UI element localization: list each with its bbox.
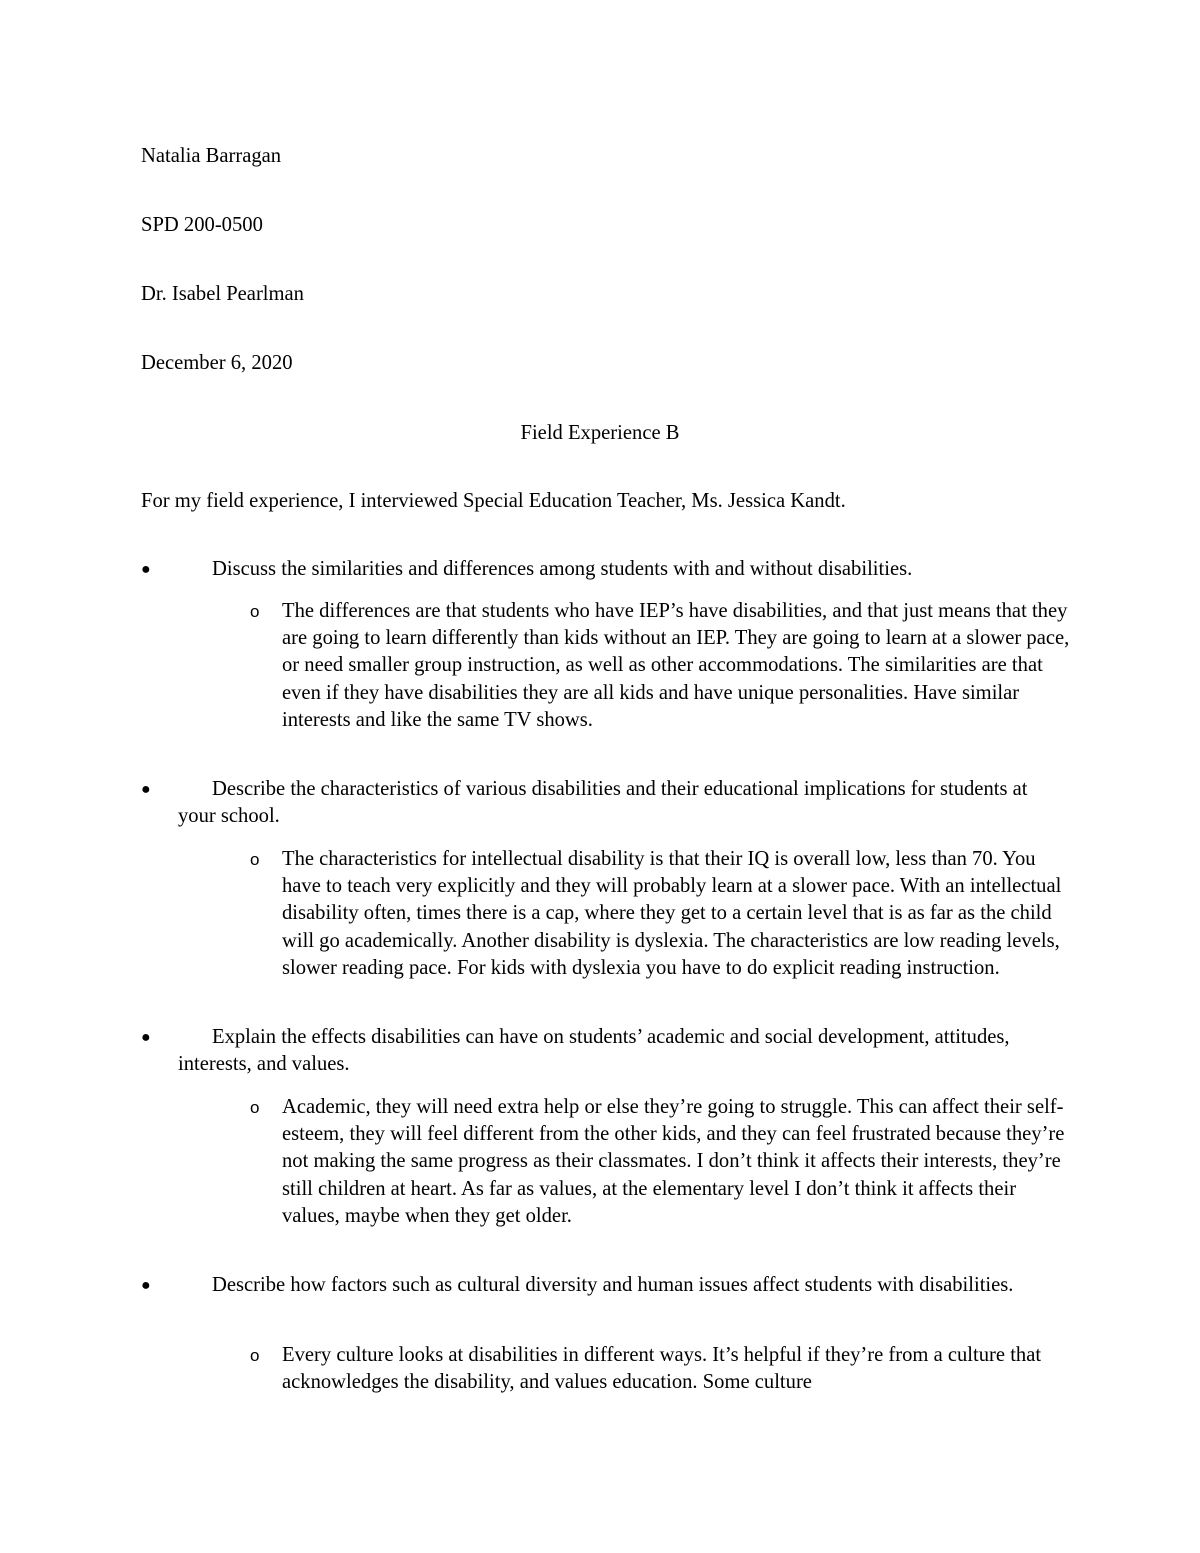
bullet-icon: ● [141,1277,151,1294]
sub-bullet-icon: o [250,602,260,621]
question-item [141,776,1061,830]
bullet-icon: ● [141,781,151,798]
question-text: Describe how factors such as cultural diversity and human issues affect students with disabilities. [212,1274,1014,1296]
sub-bullet-icon: o [250,850,260,869]
instructor-name: Dr. Isabel Pearlman [141,283,304,305]
sub-bullet-icon: o [250,1346,260,1365]
document-title: Field Experience B [520,422,680,444]
question-item [141,1272,1061,1299]
sub-bullet-icon: o [250,1098,260,1117]
intro-paragraph: For my field experience, I interviewed Special Education Teacher, Ms. Jessica Kandt. [141,490,846,512]
question-text: Explain the effects disabilities can have on students’ academic and social development, attitudes, interests, and values. [178,1026,1010,1075]
question-text: Discuss the similarities and differences among students with and without disabilities. [212,558,913,580]
question-text: Describe the characteristics of various disabilities and their educational implications for students at your school. [178,778,1028,827]
author-name: Natalia Barragan [141,145,282,167]
answer-text: The characteristics for intellectual disability is that their IQ is overall low, less than 70. You have to teach very explicitly and they will probably learn at a slower pace. With an intellectual disability often, times there is a cap, where they get to a certain level that is as far as the child will go academically. Another disability is dyslexia. The characteristics are low reading levels, slower reading pace. For kids with dyslexia you have to do explicit reading instruction. [282,848,1062,979]
course-code: SPD 200-0500 [141,214,263,236]
answer-item [250,598,1070,734]
answer-text: The differences are that students who have IEP’s have disabilities, and that just means that they are going to learn differently than kids without an IEP. They are going to learn at a slower pace, or need smaller group instruction, as well as other accommodations. The similarities are that even if they have disabilities they are all kids and have unique personalities. Have similar interests and like the same TV shows. [282,600,1070,731]
document-date: December 6, 2020 [141,352,293,374]
question-item [141,556,1061,583]
answer-item [250,1342,1070,1396]
answer-text: Every culture looks at disabilities in different ways. It’s helpful if they’re from a culture that acknowledges the disability, and values education. Some culture [282,1344,1042,1394]
question-item [141,1024,1061,1078]
bullet-icon: ● [141,561,151,578]
bullet-icon: ● [141,1029,151,1046]
answer-text: Academic, they will need extra help or else they’re going to struggle. This can affect their self-esteem, they will feel different from the other kids, and they can feel frustrated because they’re not making the same progress as their classmates. I don’t think it affects their interests, they’re still children at heart. As far as values, at the elementary level I don’t think it affects their values, maybe when they get older. [282,1096,1065,1227]
answer-item [250,846,1070,982]
answer-item [250,1094,1070,1230]
